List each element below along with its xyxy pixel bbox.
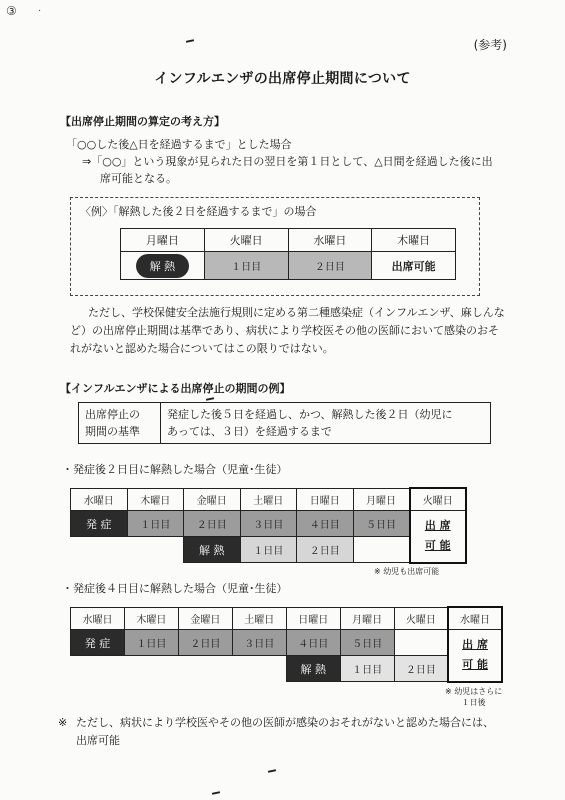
scan-speck [212,791,220,795]
case2-fever-day: １日目 [340,656,394,682]
case1-onset-cell: 発 症 [71,511,128,537]
case2-onset-cell: 発 症 [71,630,125,656]
case1-ok-2: 可 能 [424,539,451,553]
case2-heading: ・発症後４日目に解熱した場合（児童･生徒） [62,582,288,595]
corner-dot: · [38,6,42,17]
example-header: 水曜日 [288,229,372,252]
empty-cell [127,537,184,563]
criteria-text-2: あっては、３日）を経過するまで [167,425,332,438]
case1-header: 土曜日 [240,488,297,511]
case1-day-cell: ３日目 [240,511,297,537]
case1-header: 木曜日 [127,488,184,511]
case1-day-cell: ４日目 [297,511,354,537]
reference-label: (参考) [473,38,507,52]
case2-header: 水曜日 [448,607,502,630]
empty-cell [178,656,232,682]
case1-footnote: ※ 幼児も出席可能 [374,567,440,576]
case2-day-cell: ３日目 [232,630,286,656]
example-fever-cell [121,252,205,280]
case2-day-cell: １日目 [124,630,178,656]
empty-cell [71,537,128,563]
section1-heading: 【出席停止期間の算定の考え方】 [60,115,225,128]
criteria-text [161,403,491,444]
example-header: 木曜日 [372,229,456,252]
example-caption: 〈例〉「解熱した後２日を経過するまで」の場合 [80,205,317,218]
case1-day-cell: ５日目 [353,511,410,537]
case2-day-cell: ４日目 [286,630,340,656]
case1-ok-1: 出 席 [424,519,451,533]
case1-ok-cell [410,511,467,563]
empty-cell [232,656,286,682]
case2-header: 火曜日 [394,607,448,630]
case1-fever-cell: 解 熱 [184,537,241,563]
page-title: インフルエンザの出席停止期間について [154,71,411,87]
corner-mark: ③ [6,4,17,18]
case2-ok-cell [448,630,502,682]
closing-line-2: 出席可能 [76,734,120,747]
criteria-text-1: 発症した後５日を経過し、かつ、解熱した後２日（幼児に [167,408,453,421]
case1-heading: ・発症後２日目に解熱した場合（児童･生徒） [62,463,288,476]
case1-header: 月曜日 [353,488,410,511]
case1-header: 金曜日 [184,488,241,511]
fever-pill: 解 熱 [136,254,190,278]
criteria-label [79,403,161,444]
example-day-cell: １日目 [204,252,288,280]
case1-header: 日曜日 [297,488,354,511]
example-day-cell: ２日目 [288,252,372,280]
case2-day-cell: ２日目 [178,630,232,656]
case2-header: 月曜日 [340,607,394,630]
case2-header: 土曜日 [232,607,286,630]
case2-fever-cell: 解 熱 [286,656,340,682]
case1-header: 水曜日 [71,488,128,511]
note-line-1: ただし、学校保健安全法施行規則に定める第二種感染症（インフルエンザ、麻しんな [88,306,505,319]
section2-heading: 【インフルエンザによる出席停止の期間の例】 [60,382,291,395]
example-ok-cell: 出席可能 [372,252,456,280]
case2-fever-day: ２日目 [394,656,448,682]
case2-ok-2: 可 能 [462,658,488,672]
case1-day-cell: １日目 [127,511,184,537]
empty-cell [394,630,448,656]
example-table [120,228,456,280]
case2-footnote [445,686,502,708]
criteria-label-1: 出席停止の [85,408,140,421]
scan-speck [268,769,276,773]
note-line-2: ど）の出席停止期間は基準であり、病状により学校医その他の医師において感染のおそ [70,324,499,337]
case1-header: 火曜日 [410,488,467,511]
case1-fever-day: １日目 [240,537,297,563]
example-header: 月曜日 [121,229,205,252]
case2-ok-1: 出 席 [462,638,488,652]
empty-cell [71,656,125,682]
rule-line-2: 席可能となる。 [100,172,177,185]
scan-speck [186,39,194,43]
case2-header: 水曜日 [71,607,125,630]
empty-cell [124,656,178,682]
closing-mark: ※ [58,716,68,729]
criteria-label-2: 期間の基準 [85,425,140,438]
case2-table [70,606,503,683]
case2-header: 金曜日 [178,607,232,630]
case1-table [70,487,467,564]
case1-day-cell: ２日目 [184,511,241,537]
empty-cell [353,537,410,563]
closing-line-1: ただし、病状により学校医やその他の医師が感染のおそれがないと認めた場合には、 [76,716,494,729]
scan-speck [206,397,214,401]
note-line-3: れがないと認めた場合についてはこの限りではない。 [70,342,334,355]
example-header: 火曜日 [204,229,288,252]
case2-header: 日曜日 [286,607,340,630]
rule-quote: 「○○した後△日を経過するまで」とした場合 [66,138,292,151]
case1-fever-day: ２日目 [297,537,354,563]
case2-day-cell: ５日目 [340,630,394,656]
case2-footnote-2: １日後 [461,698,486,707]
criteria-table [78,402,491,444]
rule-line-1: ⇒「○○」という現象が見られた日の翌日を第１日として、△日間を経過した後に出 [82,155,493,168]
case2-footnote-1: ※ 幼児はさらに [445,687,503,696]
case2-header: 木曜日 [124,607,178,630]
